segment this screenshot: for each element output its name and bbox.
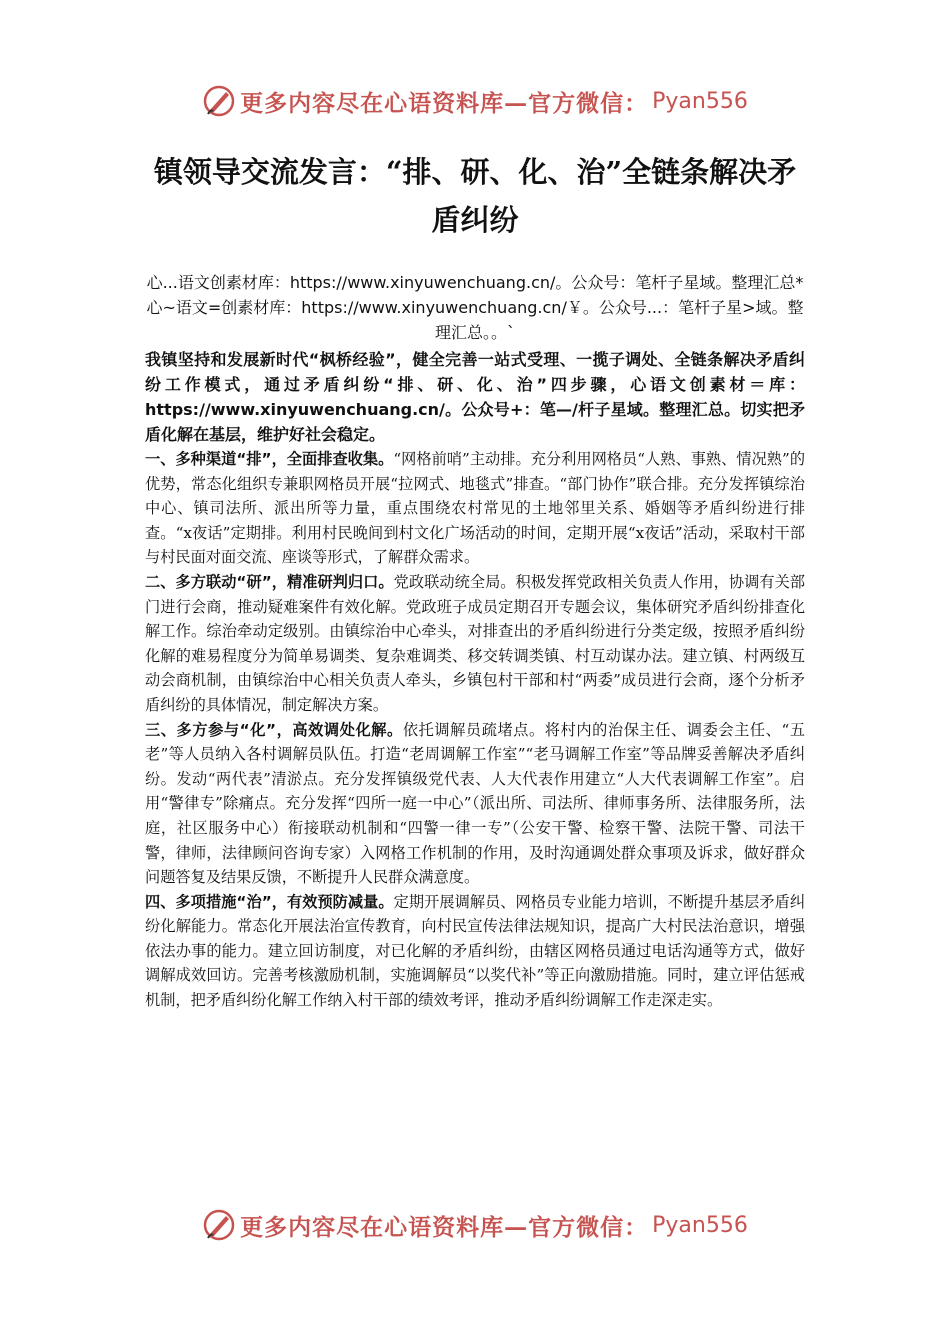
document-title: 镇领导交流发言：“排、研、化、治”全链条解决矛盾纠纷: [153, 155, 797, 237]
header-banner: [0, 84, 950, 118]
source-note: 心...语文创素材库：https://www.xinyuwenchuang.cn/。公众号：笔杆子星域。整理汇总*心~语文=创素材库：https://www.xinyuwenchuang.cn/￥。公众号...：笔杆子星>域。整理汇总。。`: [146, 273, 804, 342]
section-paragraph: [145, 718, 805, 890]
document-body: [145, 270, 805, 1013]
banner-text: 更多内容尽在心语资料库—官方微信：: [240, 89, 649, 117]
section-heading: 三、多方参与“化”，高效调处化解。: [145, 720, 403, 739]
banner-wechat-id: Pyan556: [652, 1212, 748, 1238]
section-body: 定期开展调解员、网格员专业能力培训，不断提升基层矛盾纠纷化解能力。常态化开展法治宣传教育，向村民宣传法律法规知识，提高广大村民法治意识，增强依法办事的能力。建立回访制度，对已化解的矛盾纠纷，由辖区网格员通过电话沟通等方式，做好调解成效回访。完善考核激励机制，实施调解员“以奖代补”等正向激励措施。同时，建立评估惩戒机制，把矛盾纠纷化解工作纳入村干部的绩效考评，推动矛盾纠纷调解工作走深走实。: [145, 892, 806, 1010]
pen-logo-icon: [202, 84, 236, 118]
section-body: 依托调解员疏堵点。将村内的治保主任、调委会主任、“五老”等人员纳入各村调解员队伍。打造“老周调解工作室”“老马调解工作室”等品牌妥善解决矛盾纠纷。发动“两代表”清淤点。充分发挥镇级党代表、人大代表作用建立“人大代表调解工作室”。启用“警律专”除痛点。充分发挥“四所一庭一中心”（派出所、司法所、律师事务所、法律服务所，法庭，社区服务中心）衔接联动机制和“四警一律一专”（公安干警、检察干警、法院干警、司法干警，律师，法律顾问咨询专家）入网格工作机制的作用，及时沟通调处群众事项及诉求，做好群众问题答复及结果反馈，不断提升人民群众满意度。: [145, 720, 806, 887]
section-heading: 一、多种渠道“排”，全面排查收集。: [145, 450, 394, 468]
section-heading: 四、多项措施“治”，有效预防减量。: [145, 892, 394, 911]
section-paragraph: [145, 447, 805, 570]
section-paragraph: [145, 570, 805, 718]
section-paragraph: [145, 890, 805, 1013]
pen-logo-icon: [202, 1208, 236, 1242]
section-body: “网格前哨”主动排。充分利用网格员“人熟、事熟、情况熟”的优势，常态化组织专兼职网格员开展“拉网式、地毯式”排查。“部门协作”联合排。充分发挥镇综治中心、镇司法所、派出所等力量，重点围绕农村常见的土地邻里关系、婚姻等矛盾纠纷进行排查。“x夜话”定期排。利用村民晚间到村文化广场活动的时间，定期开展“x夜话”活动，采取村干部与村民面对面交流、座谈等形式，了解群众需求。: [145, 450, 806, 567]
section-body: 党政联动统全局。积极发挥党政相关负责人作用，协调有关部门进行会商，推动疑难案件有效化解。党政班子成员定期召开专题会议，集体研究矛盾纠纷排查化解工作。综治牵动定级别。由镇综治中心牵头，对排查出的矛盾纠纷进行分类定级，按照矛盾纠纷化解的难易程度分为简单易调类、复杂难调类、移交转调类镇、村互动谋办法。建立镇、村两级互动会商机制，由镇综治中心相关负责人牵头，乡镇包村干部和村“两委”成员进行会商，逐个分析矛盾纠纷的具体情况，制定解决方案。: [145, 572, 806, 714]
section-heading: 二、多方联动“研”，精准研判归口。: [145, 572, 394, 591]
banner-wechat-id: Pyan556: [652, 88, 748, 114]
banner-text: 更多内容尽在心语资料库—官方微信：: [240, 1213, 649, 1241]
intro-paragraph: 我镇坚持和发展新时代“枫桥经验”，健全完善一站式受理、一揽子调处、全链条解决矛盾纠纷工作模式，通过矛盾纠纷“排、研、化、治”四步骤，心语文创素材＝库：https://www.xinyuwenchuang.cn/。公众号+：笔—/杆子星域。整理汇总。切实把矛盾化解在基层，维护好社会稳定。: [145, 350, 805, 444]
footer-banner: [0, 1208, 950, 1242]
